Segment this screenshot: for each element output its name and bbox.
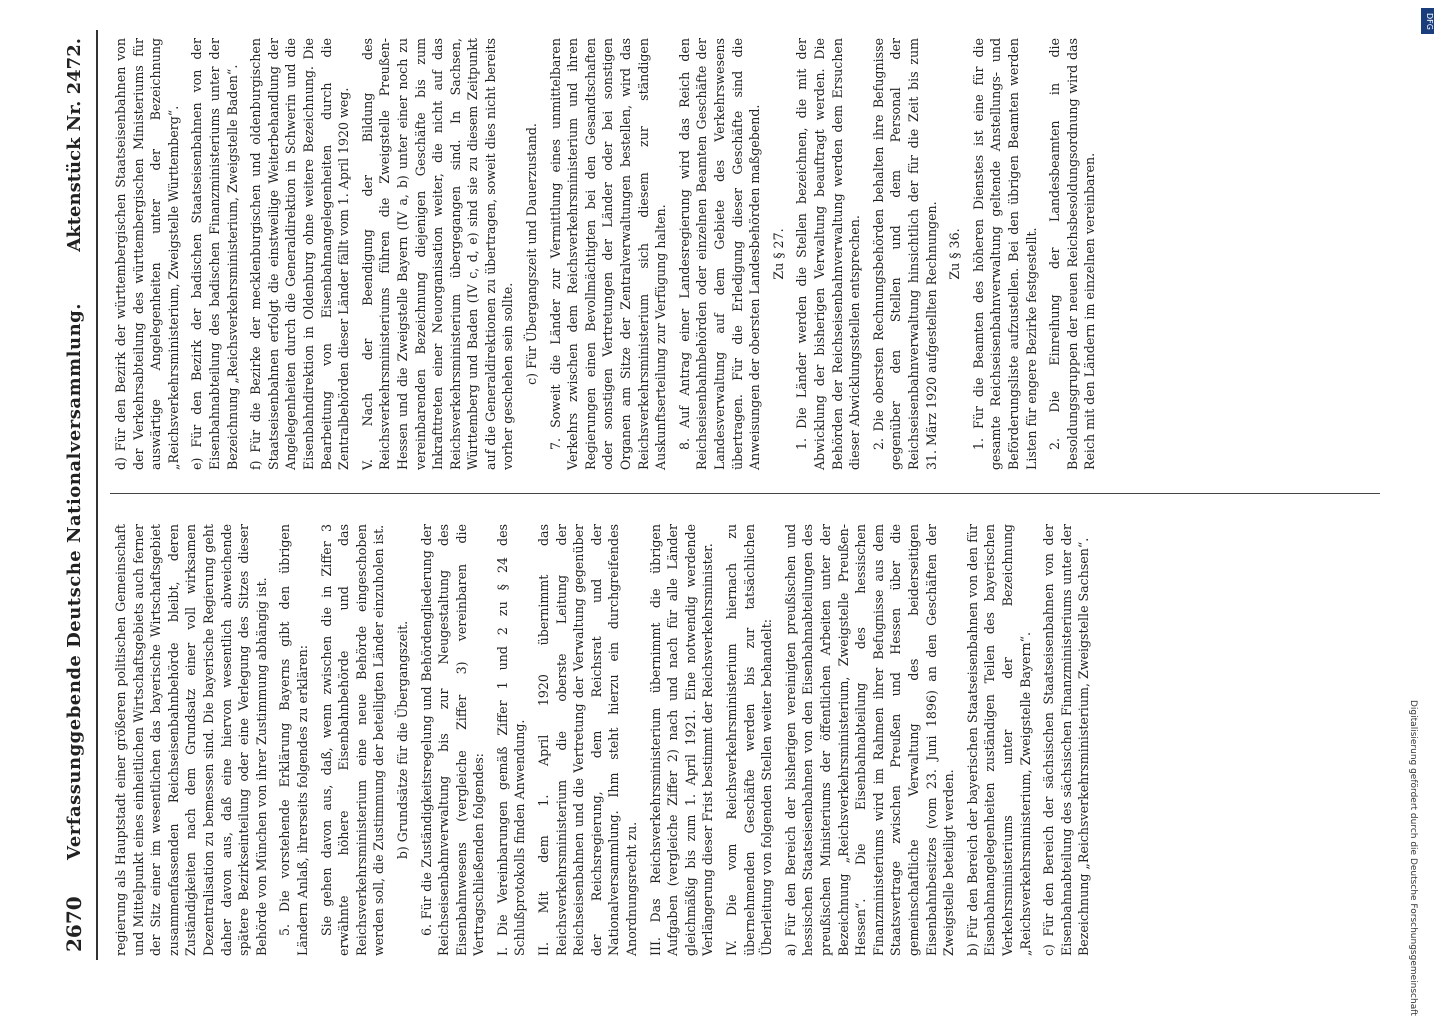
paragraph: e) Für den Bezirk der badischen Staatseisenbahnen von der Eisenbahnabteilung des badischen Finanzministeriums unter der Bezeichnung „Reichsverkehrsministerium, Zweigstelle Baden“. <box>189 38 240 470</box>
left-column <box>112 524 1099 956</box>
header-rule <box>96 30 98 960</box>
column-divider <box>110 493 1380 494</box>
paragraph: c) Für den Bereich der sächsischen Staatseisenbahnen von der Eisenbahnabteilung des sächsischen Finanzministeriums unter der Bezeichnung „Reichsverkehrsministerium, Zweigstelle Sachsen“. <box>1041 524 1092 956</box>
rotated-document-page <box>60 30 1395 960</box>
paragraph: Sie gehen davon aus, daß, wenn zwischen die in Ziffer 3 erwähnte höhere Eisenbahnbehörde und das Reichsverkehrsministerium eine neue Behörde eingeschoben werden soll, die Zustimmung der beteiligten Länder einzuholen ist. <box>318 524 387 956</box>
right-column <box>112 38 1105 470</box>
paragraph: a) Für den Bereich der bisherigen vereinigten preußischen und hessischen Staatseisenbahnen von den Eisenbahnabteilungen des preußischen Ministeriums der öffentlichen Arbeiten unter der Bezeichnung „Reichsverkehrsministerium, Zweigstelle Preußen-Hessen“. Die Eisenbahnabteilung des hessischen Finanzministeriums wird im Rahmen ihrer Befugnisse aus dem Staatsvertrage zwischen Preußen und Hessen über die gemeinschaftliche Verwaltung des beiderseitigen Eisenbahnbesitzes (vom 23. Juni 1896) an den Geschäften der Zweigstelle beteiligt werden. <box>782 524 957 956</box>
paragraph: I. Die Vereinbarungen gemäß Ziffer 1 und 2 zu § 24 des Schlußprotokolls finden Anwendung. <box>494 524 528 956</box>
section-heading: Zu § 27. <box>770 228 786 280</box>
section-heading: Zu § 36. <box>947 228 963 280</box>
paragraph: 2. Die obersten Rechnungsbehörden behalten ihre Befugnisse gegenüber den Stellen und dem Personal der Reichseisenbahnverwaltung hinsichtlich der für die Zeit bis zum 31. März 1920 aufgestellten Rechnungen. <box>870 38 939 470</box>
paragraph: III. Das Reichsverkehrsministerium übernimmt die übrigen Aufgaben (vergleiche Ziffer 2) nach und nach für alle Länder gleichmäßig bis zum 1. April 1921. Eine notwendig werdende Verlängerung dieser Frist bestimmt der Reichsverkehrsminister. <box>647 524 716 956</box>
paragraph: d) Für den Bezirk der württembergischen Staatseisenbahnen von der Verkehrsabteilung des württembergischen Ministeriums für auswärtige Angelegenheiten unter der Bezeichnung „Reichsverkehrsministerium, Zweigstelle Württemberg“. <box>113 38 181 470</box>
paragraph: 1. Die Länder werden die Stellen bezeichnen, die mit der Abwicklung der bisherigen Verwaltung beauftragt werden. Die Behörden der Reichseisenbahnverwaltung werden dem Ersuchen dieser Abwicklungsstellen entsprechen. <box>794 38 863 470</box>
section-heading: c) Für Übergangszeit und Dauerzustand. <box>524 123 540 385</box>
dfg-logo: DFG <box>1421 8 1434 34</box>
paragraph: 2. Die Einreihung der Landesbeamten in die Besoldungsgruppen der neuen Reichsbesoldungsordnung wird das Reich mit den Ländern im einzelnen vereinbaren. <box>1047 38 1098 470</box>
paragraph: 1. Für die Beamten des höheren Dienstes ist eine für die gesamte Reichseisenbahnverwaltung geltende Anstellungs- und Beförderungsliste aufzustellen. Bei den übrigen Beamten werden Listen für engere Bezirke festgestellt. <box>970 38 1039 470</box>
paragraph: 5. Die vorstehende Erklärung Bayerns gibt den übrigen Ländern Anlaß, ihrerseits folgendes zu erklären: <box>277 524 310 956</box>
page-header <box>60 30 116 960</box>
paragraph: 7. Soweit die Länder zur Vermittlung eines unmittelbaren Verkehrs zwischen dem Reichsverkehrsministerium und ihren Regierungen einen Bevollmächtigten bei den Gesandtschaften oder sonstigen Vertretungen der Länder oder bei sonstigen Organen am Sitze der Zentralverwaltungen bestellen, wird das Reichsverkehrsministerium sich diesem zur ständigen Auskunftserteilung zur Verfügung halten. <box>547 38 669 470</box>
paragraph: IV. Die vom Reichsverkehrsministerium hiernach zu übernehmenden Geschäfte werden bis zur tatsächlichen Überleitung von folgenden Stellen weiter behandelt: <box>724 524 775 956</box>
paragraph: b) Für den Bereich der bayerischen Staatseisenbahnen von den für Eisenbahnangelegenheiten zuständigen Teilen des bayerischen Verkehrsministeriums unter der Bezeichnung „Reichsverkehrsministerium, Zweigstelle Bayern“. <box>964 524 1033 956</box>
paragraph: V. Nach der Beendigung der Bildung des Reichsverkehrsministeriums führen die Zweigstelle Preußen-Hessen und die Zweigstelle Bayern (IV a, b) unter einer noch zu vereinbarenden Bezeichnung diejenigen Geschäfte bis zum Inkrafttreten einer Neuorganisation weiter, die nicht auf das Reichsverkehrsministerium übergegangen sind. In Sachsen, Württemberg und Baden (IV c, d, e) sind sie zu diesem Zeitpunkt auf die Generaldirektionen zu übertragen, soweit dies nicht bereits vorher geschehen sein sollte. <box>359 38 516 470</box>
paragraph: regierung als Hauptstadt einer größeren politischen Gemeinschaft und Mittelpunkt eines einheitlichen Wirtschaftsgebiets auch ferner der Sitz einer im wesentlichen das bayerische Wirtschaftsgebiet zusammenfassenden Reichseisenbahnbehörde bleibt, deren Zuständigkeiten nach dem Grundsatz einer voll wirksamen Dezentralisation zu bemessen sind. Die bayerische Regierung geht daher davon aus, daß eine hiervon wesentlich abweichende spätere Bezirkseinteilung oder eine Verlegung des Sitzes dieser Behörde von München von ihrer Zustimmung abhängig ist. <box>113 524 269 956</box>
document-reference: Aktenstück Nr. 2472. <box>64 38 85 252</box>
paragraph: f) Für die Bezirke der mecklenburgischen und oldenburgischen Staatseisenbahnen erfolgt die einstweilige Weiterbehandlung der Angelegenheiten durch die Generaldirektion in Schwerin und die Eisenbahndirektion in Oldenburg ohne weitere Bezeichnung. Die Bearbeitung von Eisenbahnangelegenheiten durch die Zentralbehörden dieser Länder fällt vom 1. April 1920 weg. <box>248 38 352 470</box>
section-heading: b) Grundsätze für die Übergangszeit. <box>394 620 410 860</box>
running-title: Verfassunggebende Deutsche Nationalversammlung. <box>64 302 85 860</box>
paragraph: 8. Auf Antrag einer Landesregierung wird das Reich den Reichseisenbahnbehörden oder einzelnen Beamten Geschäfte der Landesverwaltung auf dem Gebiete des Verkehrswesens übertragen. Für die Erledigung dieser Geschäfte sind die Anweisungen der obersten Landesbehörden maßgebend. <box>676 38 763 470</box>
digitization-note: Digitalisierung gefördert durch die Deutsche Forschungsgemeinschaft <box>1408 700 1418 1016</box>
page-number: 2670 <box>62 896 86 952</box>
paragraph: II. Mit dem 1. April 1920 übernimmt das Reichsverkehrsministerium die oberste Leitung der Reichseisenbahnen und die Vertretung der Verwaltung gegenüber der Reichsregierung, dem Reichsrat und der Nationalversammlung. Ihm steht hierzu ein durchgreifendes Anordnungsrecht zu. <box>536 524 640 956</box>
paragraph: 6. Für die Zuständigkeitsregelung und Behördengliederung der Reichseisenbahnverwaltung bis zur Neugestaltung des Eisenbahnwesens (vergleiche Ziffer 3) vereinbaren die Vertragschließenden folgendes: <box>418 524 487 956</box>
